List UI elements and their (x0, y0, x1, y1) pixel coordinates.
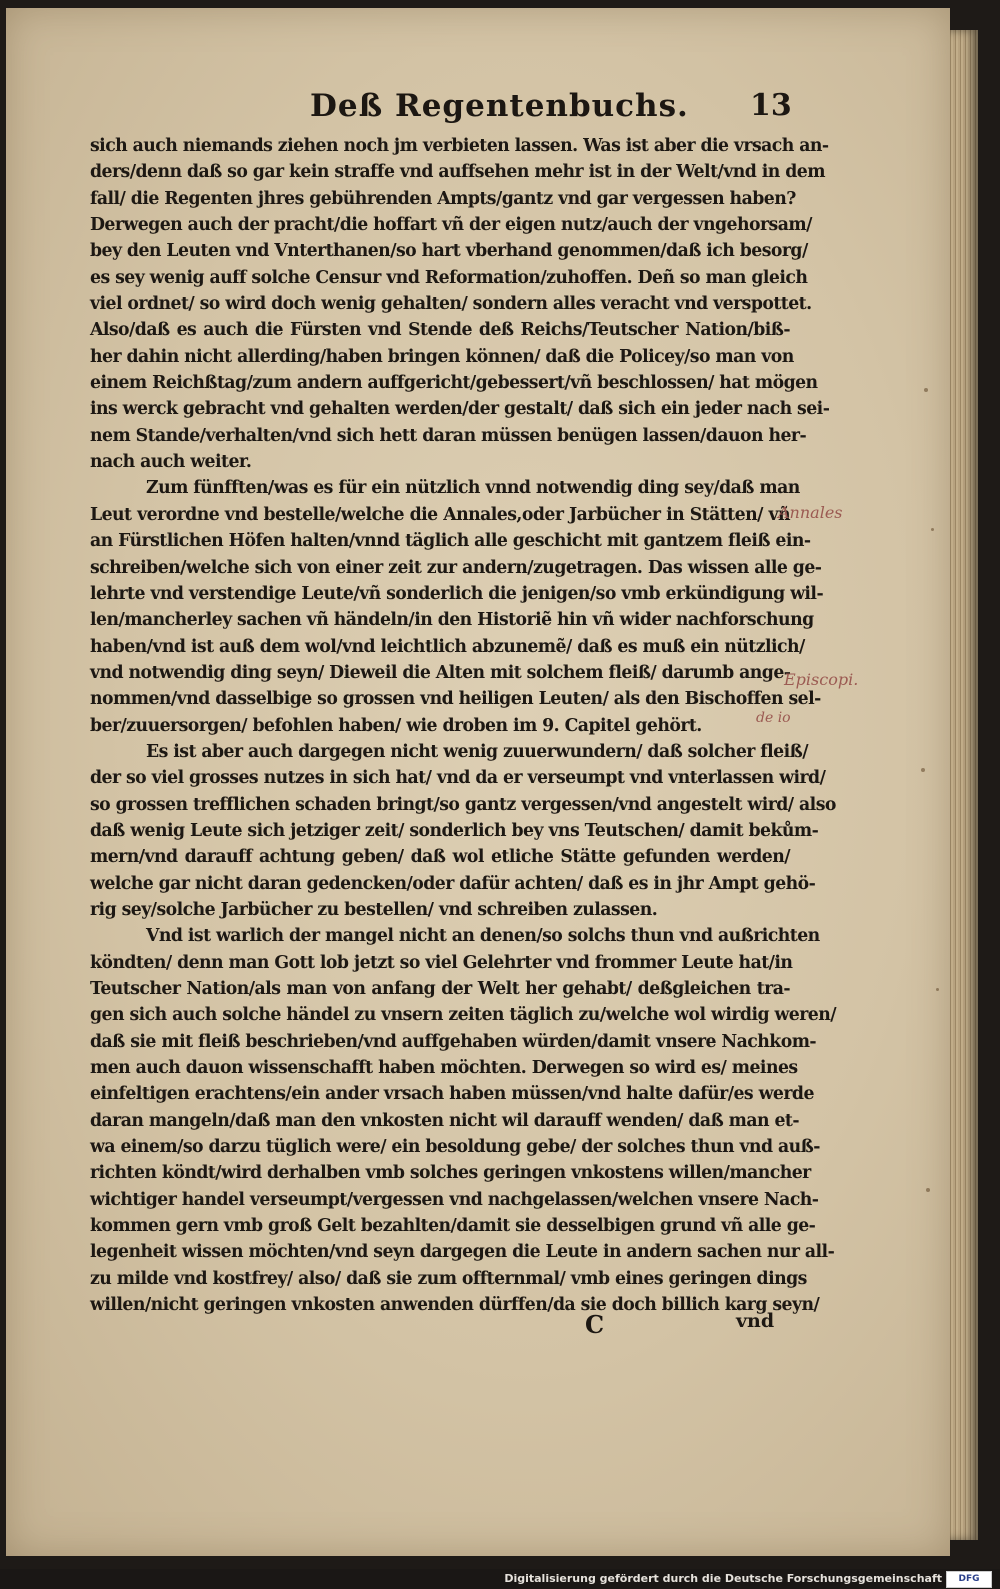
text-line: richten köndt/wird derhalben vmb solches geringen vnkostens willen/mancher (90, 1163, 811, 1184)
text-line: zu milde vnd kostfrey/ also/ daß sie zum offternmal/ vmb eines geringen dings (90, 1268, 807, 1289)
text-line: legenheit wissen möchten/vnd seyn dargegen die Leute in andern sachen nur all- (90, 1242, 835, 1263)
book-page-edges (948, 30, 978, 1540)
signature-mark: C (585, 1310, 605, 1339)
text-line: wa einem/so darzu tüglich were/ ein besoldung gebe/ der solches thun vnd auß- (90, 1137, 820, 1158)
text-line: mern/vnd darauff achtung geben/ daß wol etliche Stätte gefunden werden/ (90, 847, 790, 868)
text-line: nem Stande/verhalten/vnd sich hett daran müssen benügen lassen/dauon her- (90, 425, 807, 446)
text-line: men auch dauon wissenschafft haben möchten. Derwegen so wird es/ meines (90, 1058, 798, 1079)
foxing-spot (924, 388, 928, 392)
foxing-spot (926, 1188, 930, 1192)
margin-note-episcopi: Episcopi. (784, 670, 859, 689)
text-line: rig sey/solche Jarbücher zu bestellen/ vnd schreiben zulassen. (90, 899, 658, 920)
text-line: ins werck gebracht vnd gehalten werden/der gestalt/ daß sich ein jeder nach sei- (90, 399, 830, 420)
text-line: Leut verordne vnd bestelle/welche die Annales,oder Jarbücher in Stätten/ vñ (90, 504, 790, 525)
paragraph-first-line: Es ist aber auch dargegen nicht wenig zuuerwundern/ daß solcher fleiß/ (146, 741, 808, 762)
foxing-spot (931, 528, 934, 531)
text-line: an Fürstlichen Höfen halten/vnnd täglich alle geschicht mit gantzem fleiß ein- (90, 531, 811, 552)
text-line: kommen gern vmb groß Gelt bezahlten/damit sie desselbigen grund vñ alle ge- (90, 1216, 816, 1237)
footer-bar (0, 1569, 1000, 1589)
page-header (310, 88, 792, 128)
text-line: her dahin nicht allerding/haben bringen können/ daß die Policey/so man von (90, 346, 794, 367)
text-line: es sey wenig auff solche Censur vnd Reformation/zuhoffen. Deñ so man gleich (90, 267, 808, 288)
paragraph-first-line: Zum fünfften/was es für ein nützlich vnnd notwendig ding sey/daß man (146, 478, 800, 499)
dfg-logo[interactable]: DFG (946, 1571, 992, 1588)
text-line: der so viel grosses nutzes in sich hat/ vnd da er verseumpt vnd vnterlassen wird/ (90, 768, 826, 789)
foxing-spot (936, 988, 939, 991)
text-line: len/mancherley sachen vñ händeln/in den Historiẽ hin vñ wider nachforschung (90, 610, 814, 631)
foxing-spot (921, 768, 925, 772)
text-line: haben/vnd ist auß dem wol/vnd leichtlich abzunemẽ/ daß es muß ein nützlich/ (90, 636, 805, 657)
text-line: schreiben/welche sich von einer zeit zur andern/zugetragen. Das wissen alle ge- (90, 557, 822, 578)
text-line: Derwegen auch der pracht/die hoffart vñ der eigen nutz/auch der vngehorsam/ (90, 215, 812, 236)
text-line: ber/zuuersorgen/ befohlen haben/ wie droben im 9. Capitel gehört. (90, 715, 702, 736)
text-line: ders/denn daß so gar kein straffe vnd auffsehen mehr ist in der Welt/vnd in dem (90, 162, 825, 183)
text-line: willen/nicht geringen vnkosten anwenden dürffen/da sie doch billich karg seyn/ (90, 1295, 820, 1316)
margin-note-de-io: de io (756, 710, 791, 726)
text-line: nach auch weiter. (90, 452, 252, 473)
text-line: viel ordnet/ so wird doch wenig gehalten/ sondern alles veracht vnd verspottet. (90, 294, 812, 315)
text-line: so grossen trefflichen schaden bringt/so gantz vergessen/vnd angestelt wird/ also (90, 794, 836, 815)
text-line: einfeltigen erachtens/ein ander vrsach haben müssen/vnd halte dafür/es werde (90, 1084, 814, 1105)
running-head: Deß Regentenbuchs. (310, 88, 689, 124)
text-line: sich auch niemands ziehen noch jm verbieten lassen. Was ist aber die vrsach an- (90, 136, 829, 156)
funding-credit: Digitalisierung gefördert durch die Deutsche Forschungsgemeinschaft (504, 1572, 942, 1585)
text-line: Also/daß es auch die Fürsten vnd Stende deß Reichs/Teutscher Nation/biß- (90, 320, 790, 341)
text-line: bey den Leuten vnd Vnterthanen/so hart vberhand genommen/daß ich besorg/ (90, 241, 808, 262)
text-line: Teutscher Nation/als man von anfang der Welt her gehabt/ deßgleichen tra- (90, 979, 790, 999)
text-line: köndten/ denn man Gott lob jetzt so viel Gelehrter vnd frommer Leute hat/in (90, 952, 793, 973)
paragraph-first-line: Vnd ist warlich der mangel nicht an denen/so solchs thun vnd außrichten (146, 926, 820, 947)
folio-number: 13 (750, 88, 792, 123)
catchword: vnd (736, 1310, 775, 1332)
margin-note-annales: Annales (778, 503, 843, 522)
text-line: daß wenig Leute sich jetziger zeit/ sonderlich bey vns Teutschen/ damit bekům- (90, 820, 819, 841)
text-line: fall/ die Regenten jhres gebührenden Ampts/gantz vnd gar vergessen haben? (90, 188, 796, 209)
text-line: vnd notwendig ding seyn/ Dieweil die Alten mit solchem fleiß/ darumb ange- (90, 662, 791, 683)
text-line: welche gar nicht daran gedencken/oder dafür achten/ daß es in jhr Ampt gehö- (90, 873, 816, 894)
text-line: wichtiger handel verseumpt/vergessen vnd nachgelassen/welchen vnsere Nach- (90, 1189, 819, 1210)
text-line: nommen/vnd dasselbige so grossen vnd heiligen Leuten/ als den Bischoffen sel- (90, 689, 821, 710)
text-line: einem Reichßtag/zum andern auffgericht/gebessert/vñ beschlossen/ hat mögen (90, 373, 818, 394)
text-line: gen sich auch solche händel zu vnsern zeiten täglich zu/welche wol wirdig weren/ (90, 1005, 837, 1026)
text-line: daß sie mit fleiß beschrieben/vnd auffgehaben würden/damit vnsere Nachkom- (90, 1031, 817, 1052)
text-line: daran mangeln/daß man den vnkosten nicht wil darauff wenden/ daß man et- (90, 1110, 799, 1131)
text-line: lehrte vnd verstendige Leute/vñ sonderlich die jenigen/so vmb erkündigung wil- (90, 583, 824, 604)
